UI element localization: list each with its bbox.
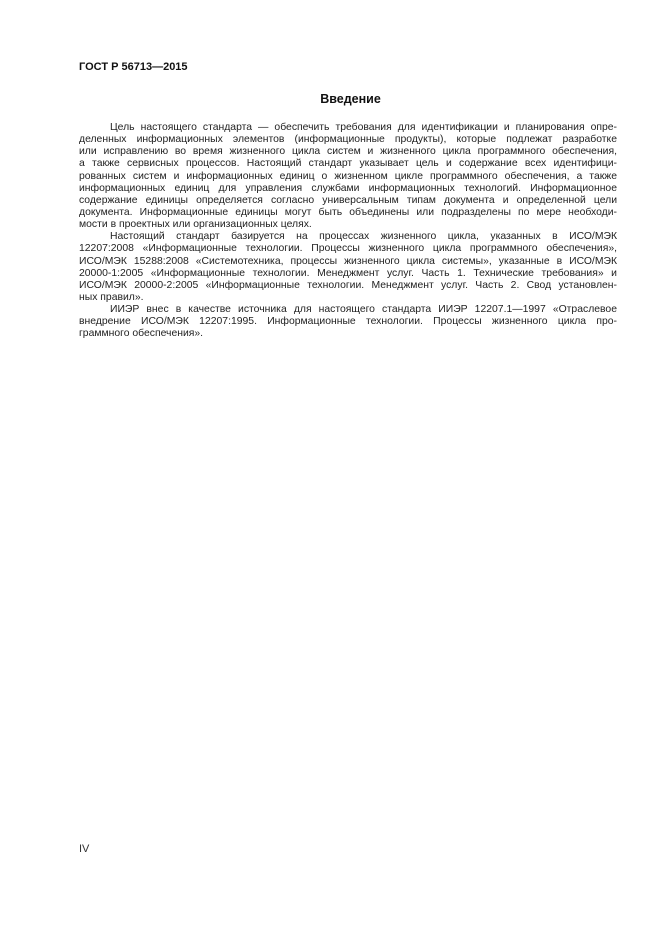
text-line: а также сервисных процессов. Настоящий стандарт указывает цель и содержание всех идентифици-	[79, 158, 617, 170]
body-text	[79, 122, 617, 341]
text-line: мости в проектных или организационных целях.	[79, 219, 312, 231]
text-line: ИСО/МЭК 15288:2008 «Системотехника, процессы жизненного цикла системы», указанные в ИСО/МЭК	[79, 255, 617, 267]
text-line: ных правил».	[79, 291, 144, 303]
paragraph-1	[79, 122, 617, 231]
text-line: ИСО/МЭК 20000-2:2005 «Информационные технологии. Менеджмент услуг. Часть 2. Свод установлен-	[79, 279, 617, 291]
text-line: Цель настоящего стандарта — обеспечить требования для идентификации и планирования опре-	[110, 122, 617, 133]
text-line: внедрение ИСО/МЭК 12207:1995. Информационные технологии. Процессы жизненного цикла про-	[79, 316, 617, 328]
text-line: деленных информационных элементов (информационные продукты), которые подлежат разработке	[79, 134, 617, 146]
text-line: ИИЭР внес в качестве источника для настоящего стандарта ИИЭР 12207.1—1997 «Отраслевое	[110, 304, 617, 316]
paragraph-3	[79, 304, 617, 340]
text-line: содержание единицы определяется согласно универсальным типам документа и определенной цели	[79, 194, 617, 206]
text-line: рованных систем и информационных единиц о жизненном цикле программного обеспечения, а также	[79, 170, 617, 182]
section-title: Введение	[320, 92, 381, 106]
text-line: 12207:2008 «Информационные технологии. Процессы жизненного цикла программного обеспечения»,	[79, 243, 617, 255]
text-line: или исправлению во время жизненного цикла систем и жизненного цикла программного обеспечения,	[79, 146, 617, 158]
text-line: граммного обеспечения».	[79, 328, 204, 340]
text-line: документа. Информационные единицы могут быть объединены или подразделены по мере необходи-	[79, 206, 617, 218]
paragraph-2	[79, 231, 617, 304]
text-line: 20000-1:2005 «Информационные технологии. Менеджмент услуг. Часть 1. Технические требования» и	[79, 267, 617, 279]
document-header: ГОСТ Р 56713—2015	[79, 61, 188, 73]
text-line: информационных единиц для управления службами информационных технологий. Информационное	[79, 182, 617, 194]
text-line: Настоящий стандарт базируется на процессах жизненного цикла, указанных в ИСО/МЭК	[110, 231, 617, 243]
page-number: IV	[79, 843, 90, 855]
